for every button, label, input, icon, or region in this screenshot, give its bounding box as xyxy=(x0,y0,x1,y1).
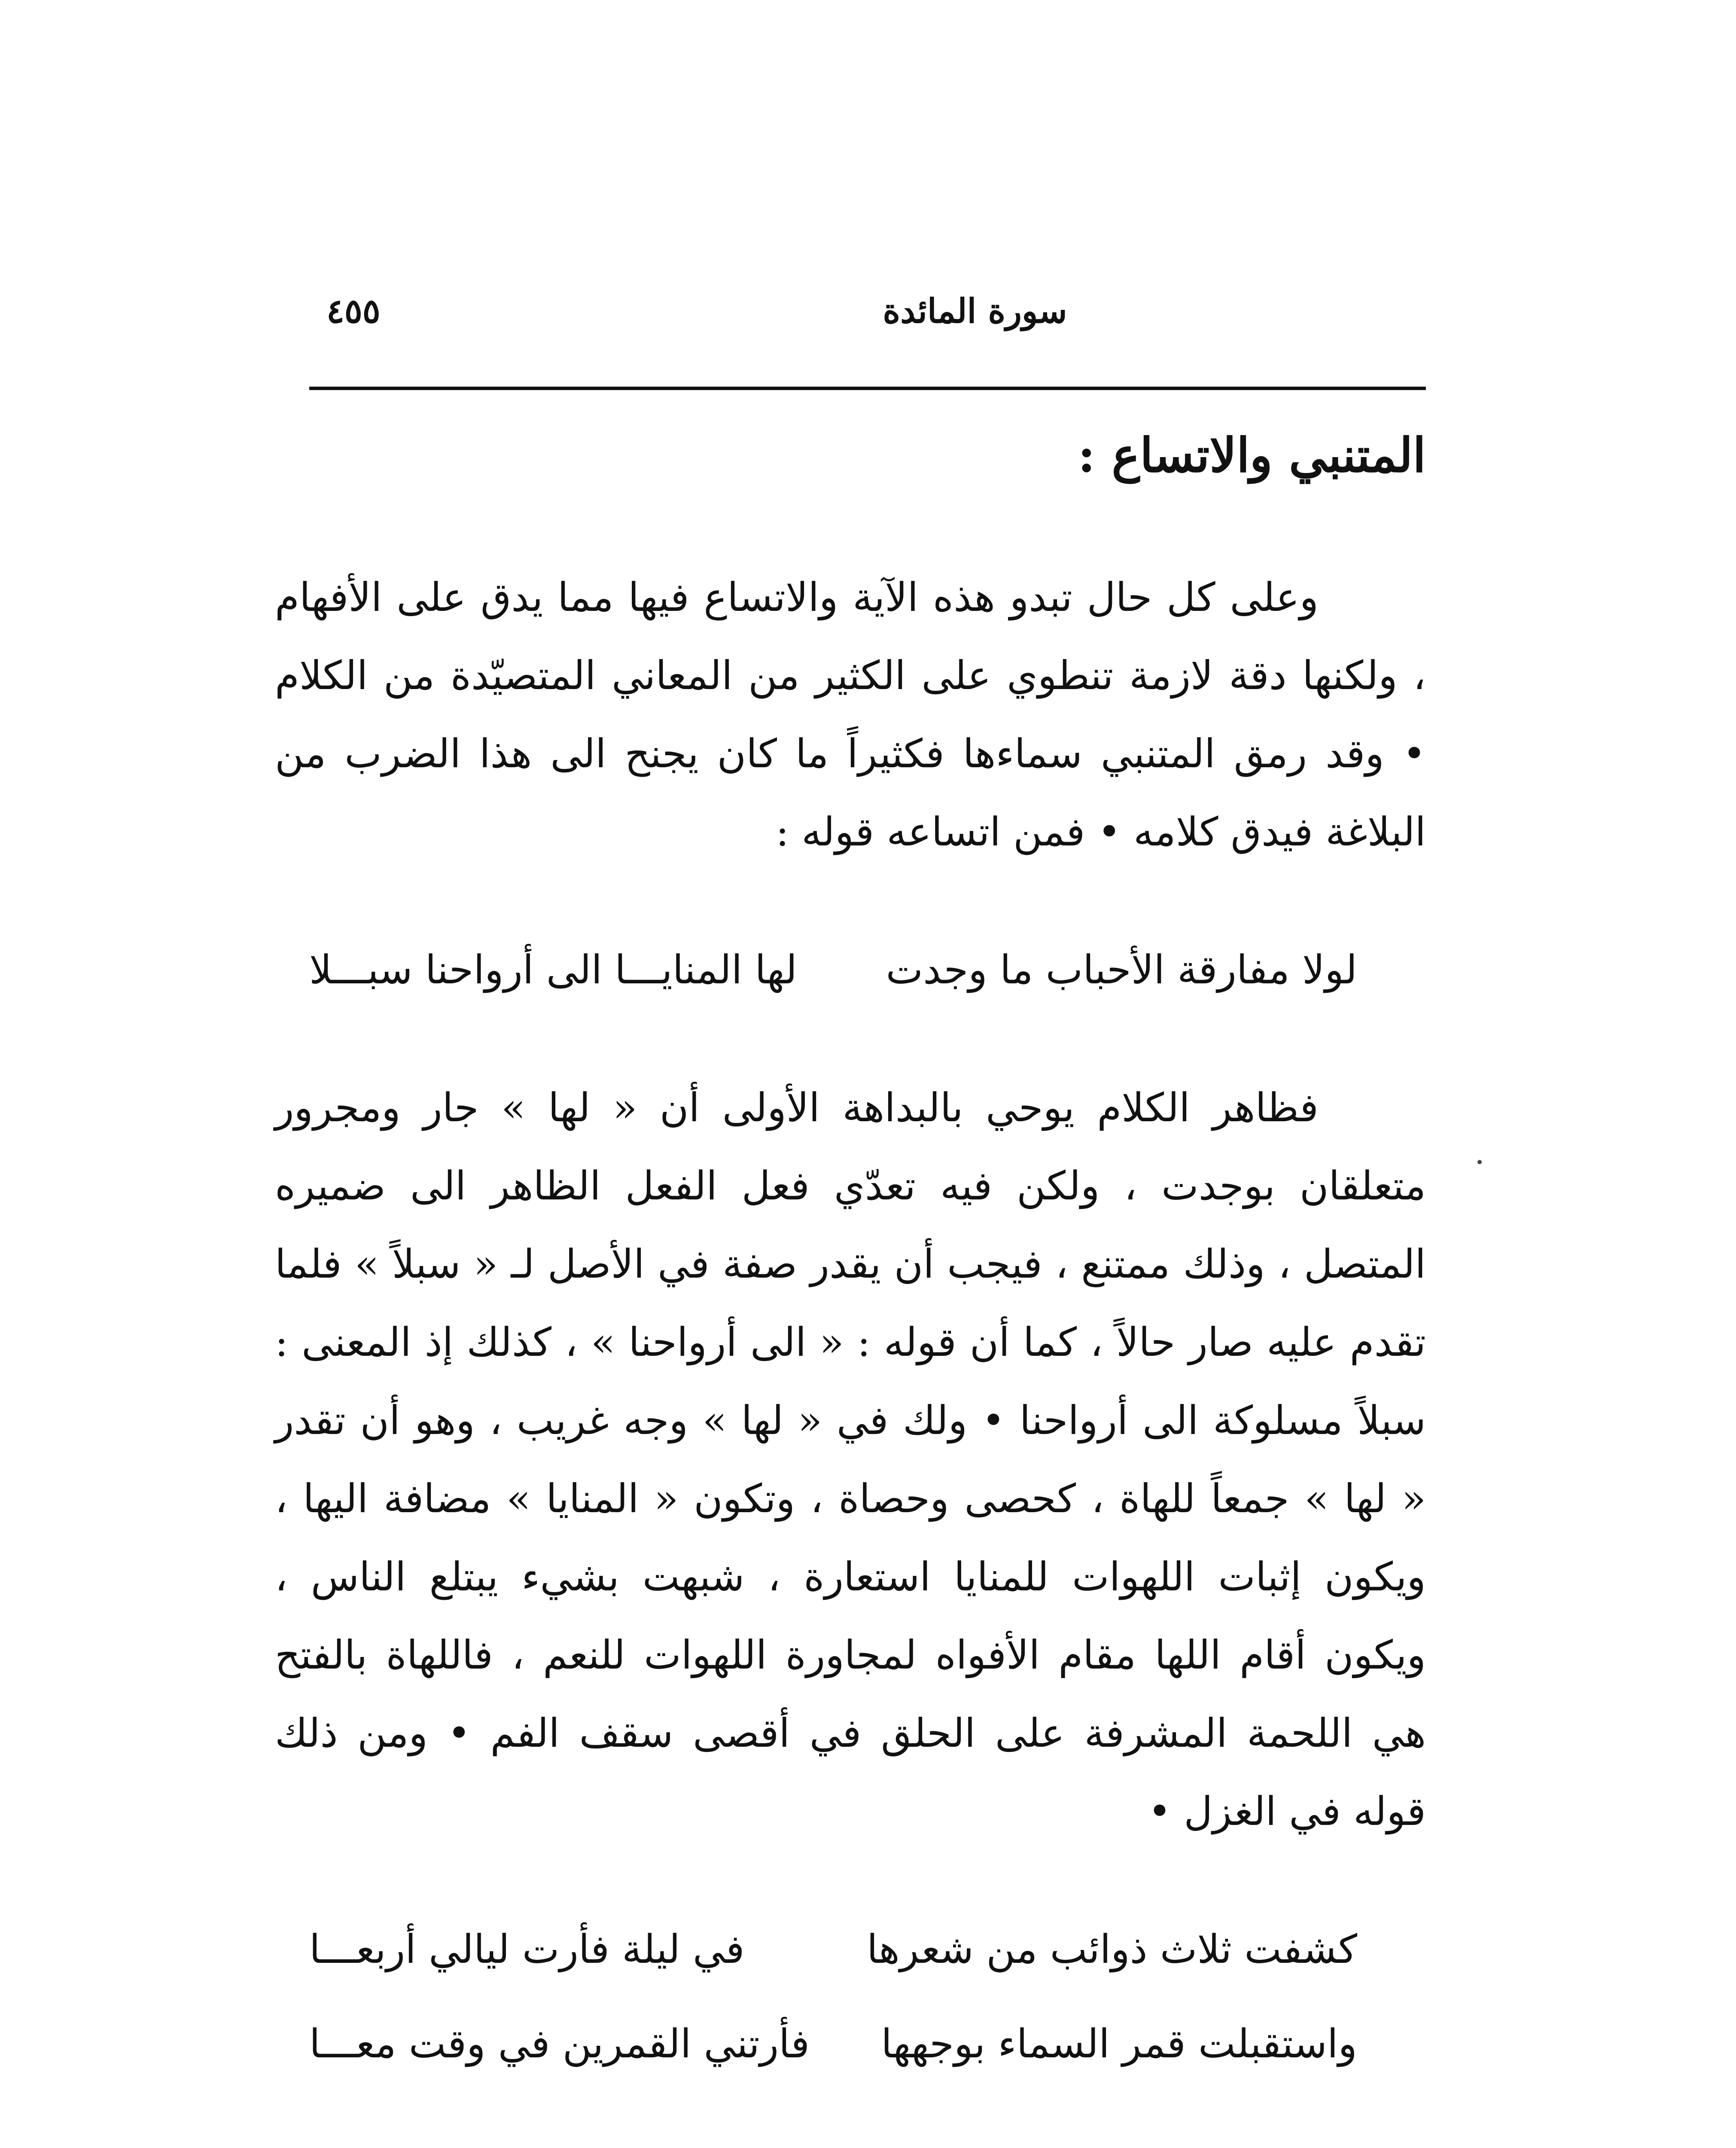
header-rule xyxy=(309,387,1426,390)
verse-first-hemistich: واستقبلت قمر السماء بوجهها xyxy=(881,2021,1357,2067)
verse-line xyxy=(275,1902,1426,1997)
verse-first-hemistich: لولا مفارقة الأحباب ما وجدت xyxy=(886,947,1357,993)
page-header xyxy=(309,284,1426,339)
verse-first-hemistich: كشفت ثلاث ذوائب من شعرها xyxy=(867,1926,1357,1972)
scan-speck xyxy=(1477,1160,1482,1164)
verse-second-hemistich: في ليلة فأرت ليالي أربعـــا xyxy=(309,1926,745,1972)
page-content xyxy=(275,412,1426,2148)
paragraph-conclusion xyxy=(275,2143,1426,2148)
section-heading: المتنبي والاتساع : xyxy=(1078,427,1426,483)
verse-second-hemistich: فأرتني القمرين في وقت معـــا xyxy=(309,2021,810,2067)
verse-line xyxy=(275,923,1426,1017)
page-number: ٤٥٥ xyxy=(326,292,381,331)
verse-block-1 xyxy=(275,923,1426,1017)
paragraph-intro: وعلى كل حال تبدو هذه الآية والاتساع فيها مما يدق على الأفهام ، ولكنها دقة لازمة تنطوي على الكثير من المعاني المتصيّدة من الكلام • وقد رمق المتنبي سماءها فكثيراً ما كان يجنح الى هذا الضرب من البلاغة فيدق كلامه • فمن اتساعه قوله : xyxy=(275,574,1426,855)
verse-block-2 xyxy=(275,1902,1426,2091)
verse-second-hemistich: لها المنايـــا الى أرواحنا سبـــلا xyxy=(309,947,798,993)
running-title: سورة المائدة xyxy=(883,292,1067,331)
verse-line xyxy=(275,1997,1426,2091)
paragraph-commentary: فظاهر الكلام يوحي بالبداهة الأولى أن « لها » جار ومجرور متعلقان بوجدت ، ولكن فيه تعدّي فعل الفعل الظاهر الى ضميره المتصل ، وذلك ممتنع ، فيجب أن يقدر صفة في الأصل لـ « سبلاً » فلما تقدم عليه صار حالاً ، كما أن قوله : « الى أرواحنا » ، كذلك إذ المعنى : سبلاً مسلوكة الى أرواحنا • ولك في « لها » وجه غريب ، وهو أن تقدر « لها » جمعاً للهاة ، كحصى وحصاة ، وتكون « المنايا » مضافة اليها ، ويكون إثبات اللهوات للمنايا استعارة ، شبهت بشيء يبتلع الناس ، ويكون أقام اللها مقام الأفواه لمجاورة اللهوات للنعم ، فاللهاة بالفتح هي اللحمة المشرفة على الحلق في أقصى سقف الفم • ومن ذلك قوله في الغزل • xyxy=(275,1085,1426,1834)
